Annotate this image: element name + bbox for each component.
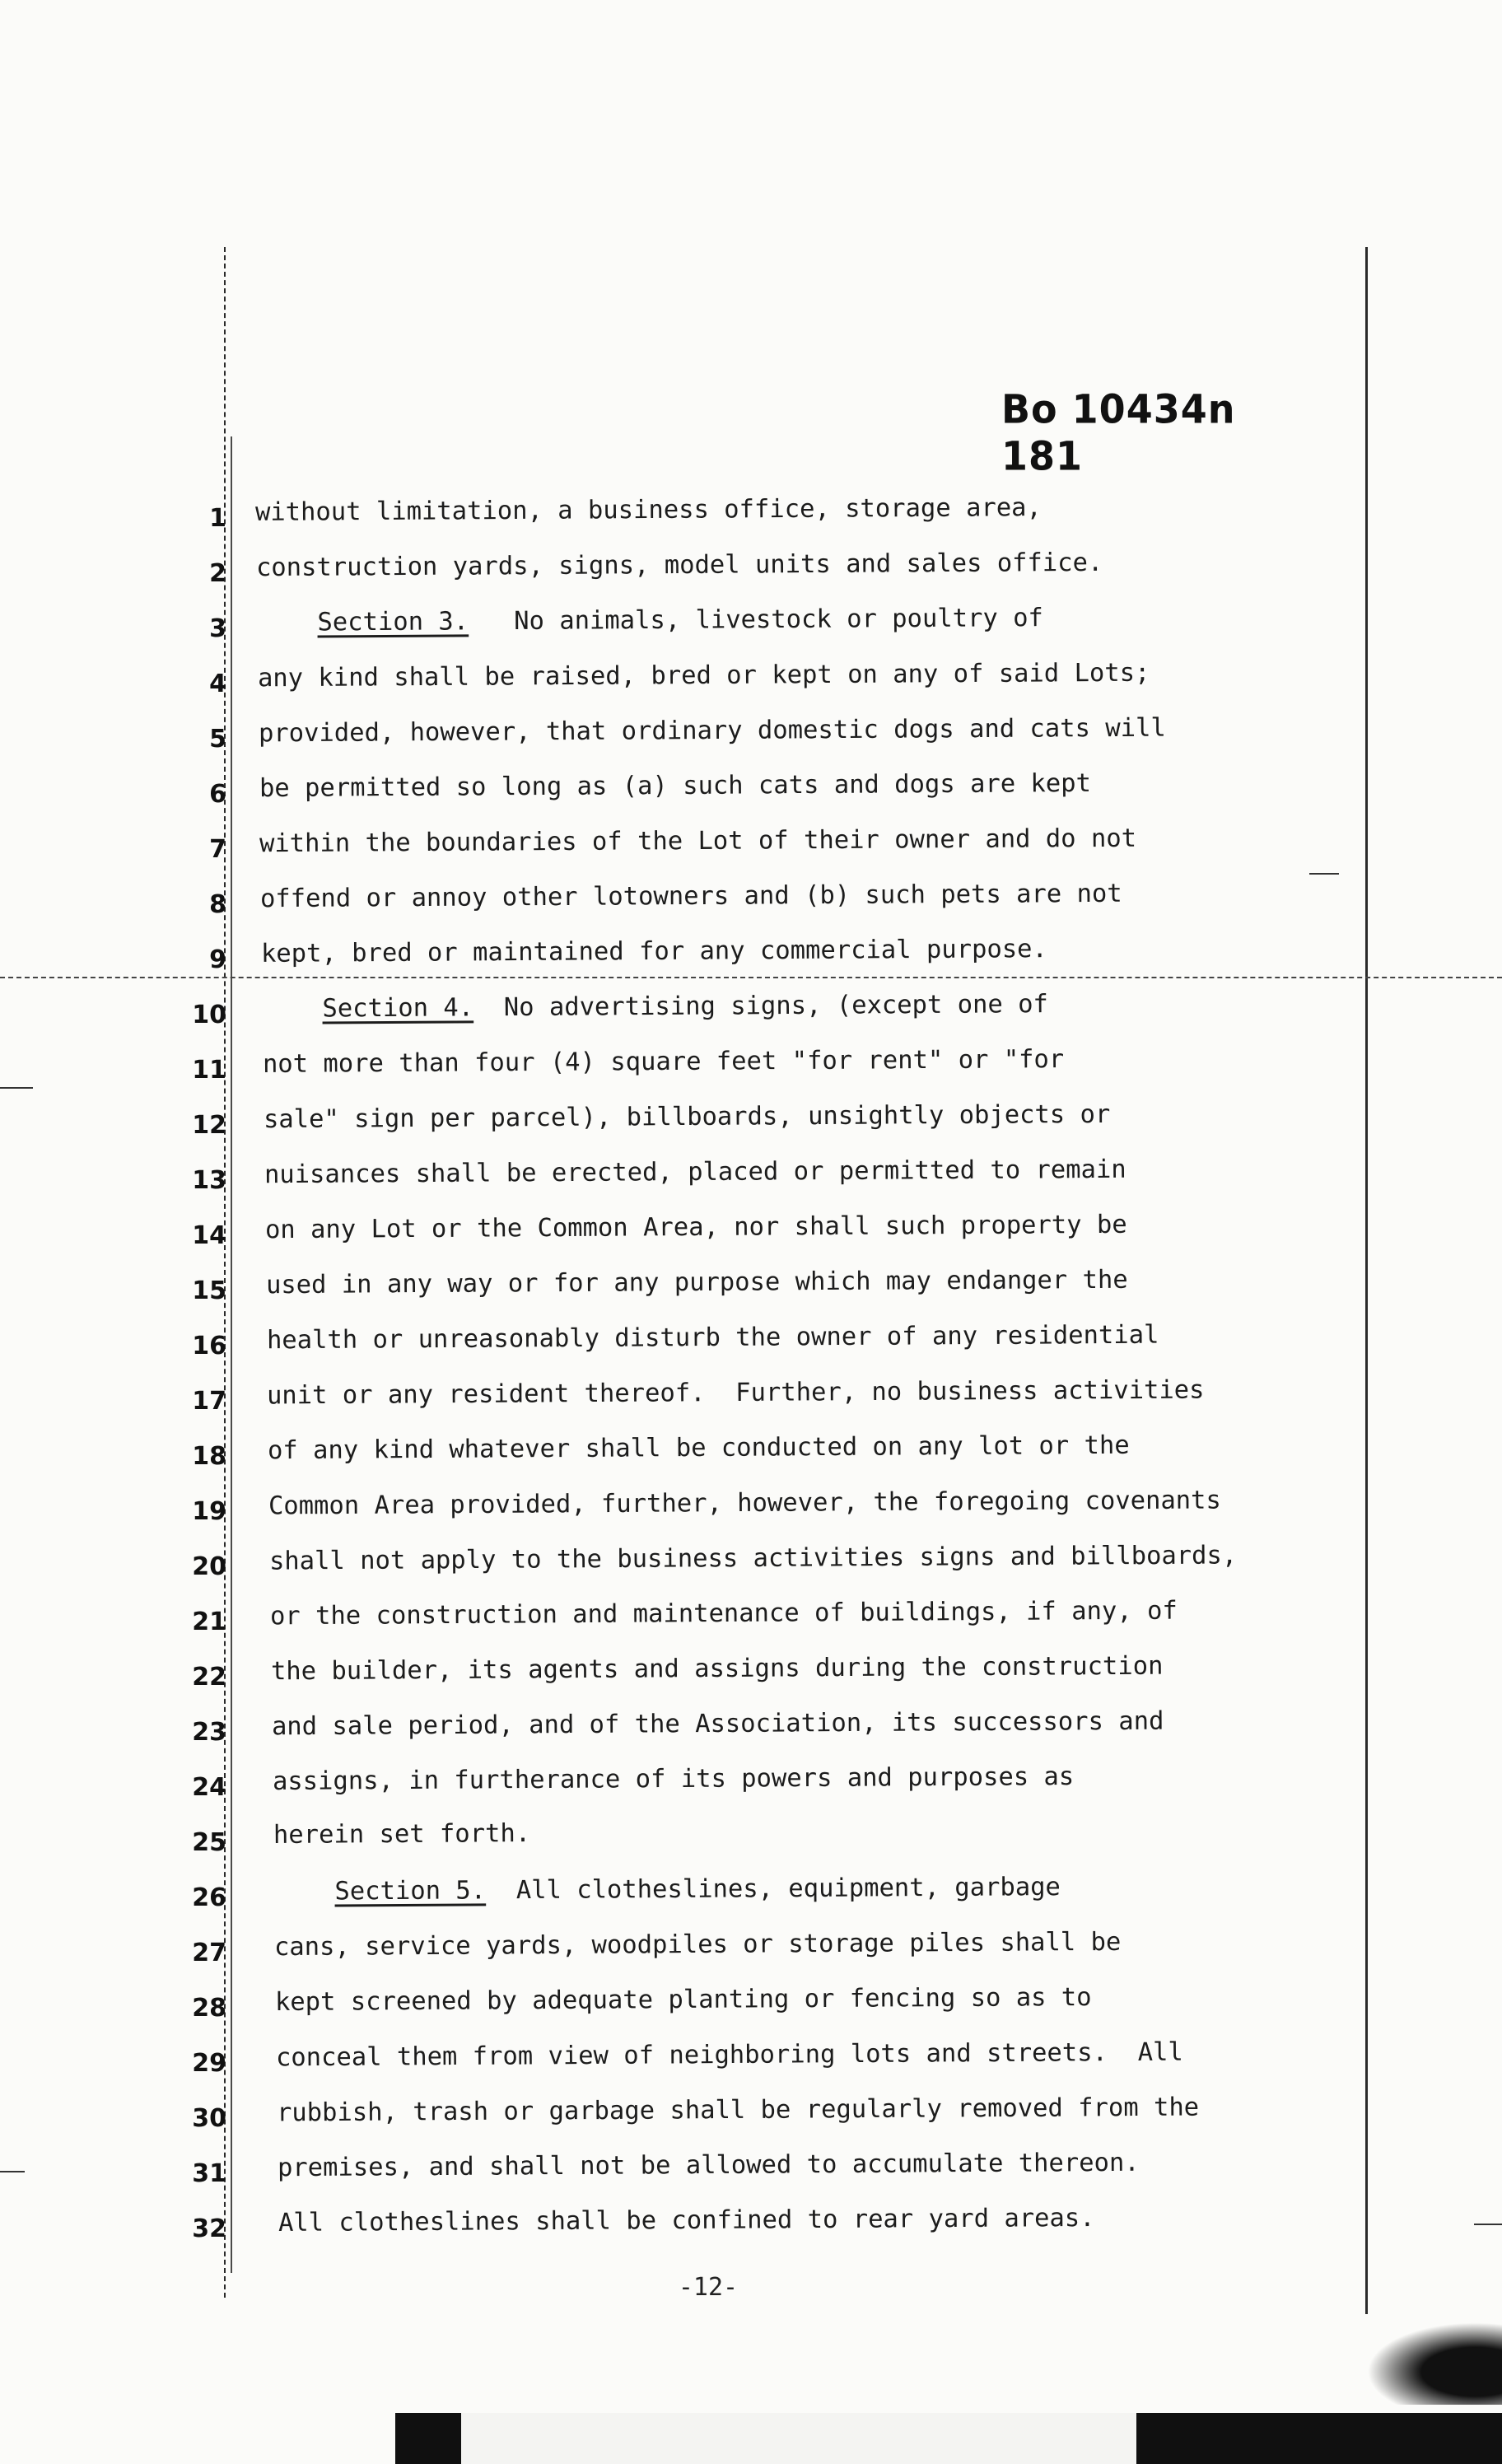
text-line (264, 1142, 1126, 1202)
line-number: 30 (192, 2104, 226, 2133)
text-line (275, 1970, 1092, 2030)
text-line (268, 1472, 1221, 1533)
line-number: 24 (192, 1773, 226, 1802)
line-text: provided, however, that ordinary domestic dogs and cats will (258, 713, 1166, 749)
line-text: nuisances shall be erected, placed or permitted to remain (264, 1155, 1126, 1190)
line-text: unit or any resident thereof. Further, no business activities (267, 1375, 1205, 1411)
line-number: 19 (192, 1497, 226, 1526)
text-line (277, 2080, 1200, 2141)
line-text: shall not apply to the business activities signs and billboards, (268, 1541, 1238, 1576)
text-line (255, 480, 1042, 540)
text-line (262, 977, 1048, 1037)
line-text: used in any way or for any purpose which may endanger the (265, 1265, 1128, 1300)
line-text: rubbish, trash or garbage shall be regularly removed from the (276, 2093, 1200, 2128)
line-number: 15 (192, 1276, 226, 1305)
line-number: 21 (192, 1608, 226, 1636)
line-number: 9 (209, 945, 226, 974)
text-line (267, 1363, 1205, 1424)
line-number: 27 (192, 1939, 226, 1967)
line-number: 29 (192, 2049, 226, 2078)
line-text: cans, service yards, woodpiles or storage piles shall be (274, 1927, 1122, 1962)
text-line (258, 701, 1165, 762)
line-number: 20 (192, 1552, 226, 1581)
text-line (261, 922, 1047, 982)
line-number: 11 (192, 1056, 226, 1085)
margin-tick (1474, 2224, 1502, 2225)
line-text: premises, and shall not be allowed to accumulate thereon. (277, 2148, 1140, 2183)
line-text: any kind shall be raised, bred or kept on any of said Lots; (257, 658, 1150, 693)
line-text: All clotheslines shall be confined to rear yard areas. (278, 2203, 1095, 2238)
line-number: 5 (209, 725, 226, 754)
scan-smudge (1367, 2322, 1502, 2405)
line-text: Common Area provided, further, however, the foregoing covenants (268, 1486, 1222, 1521)
section-heading: Section 4. (322, 993, 474, 1024)
line-text: conceal them from view of neighboring lots and streets. All (276, 2037, 1184, 2073)
line-text: No animals, livestock or poultry of (468, 604, 1043, 637)
line-number: 3 (209, 614, 226, 643)
scan-edge-bar (395, 2413, 1502, 2464)
line-text: of any kind whatever shall be conducted on any lot or the (268, 1430, 1131, 1466)
line-text: No advertising signs, (except one of (473, 990, 1049, 1023)
margin-tick (0, 2171, 25, 2172)
line-number: 18 (192, 1442, 226, 1471)
line-number: 13 (192, 1166, 226, 1195)
line-text: offend or annoy other lotowners and (b) such pets are not (260, 879, 1123, 914)
line-text: not more than four (4) square feet "for rent" or "for (262, 1045, 1065, 1079)
left-margin-rule (231, 436, 232, 2273)
text-line (278, 2135, 1140, 2196)
document-number: Bo 10434n 181 (1001, 385, 1236, 479)
line-text: without limitation, a business office, storage area, (254, 493, 1042, 527)
text-line (257, 590, 1043, 651)
line-number: 28 (192, 1994, 226, 2023)
line-number: 4 (209, 670, 226, 698)
section-heading: Section 5. (334, 1876, 486, 1906)
right-margin-rule (1365, 247, 1368, 2314)
line-number: 2 (209, 559, 226, 588)
line-number: 26 (192, 1883, 226, 1912)
line-text: or the construction and maintenance of buildings, if any, of (269, 1596, 1178, 1631)
text-line (269, 1528, 1238, 1589)
margin-tick (0, 1087, 33, 1089)
line-number: 10 (192, 1001, 226, 1029)
text-line (260, 866, 1122, 926)
line-text: kept, bred or maintained for any commercial purpose. (261, 935, 1048, 968)
line-number: 7 (209, 835, 226, 864)
line-text: within the boundaries of the Lot of their owner and do not (259, 824, 1137, 859)
line-number: 23 (192, 1718, 226, 1747)
text-line (273, 1806, 530, 1863)
line-number: 25 (192, 1828, 226, 1857)
text-line (265, 1253, 1127, 1313)
text-line (276, 2025, 1183, 2086)
text-line (278, 2191, 1095, 2251)
line-number: 14 (192, 1221, 226, 1250)
line-number: 32 (192, 2214, 226, 2243)
line-text: sale" sign per parcel), billboards, unsightly objects or (263, 1099, 1111, 1135)
section-heading: Section 3. (317, 607, 469, 637)
line-text: construction yards, signs, model units and sales office. (255, 548, 1103, 583)
line-text: herein set forth. (273, 1819, 530, 1850)
text-line (259, 756, 1090, 816)
text-line (272, 1749, 1074, 1809)
line-number: 1 (209, 504, 226, 533)
indent (273, 1877, 334, 1906)
text-line (273, 1860, 1060, 1920)
line-number: 16 (192, 1332, 226, 1360)
line-number: 6 (209, 780, 226, 809)
line-text: assigns, in furtherance of its powers and purposes as (272, 1762, 1075, 1796)
text-line (256, 535, 1103, 595)
text-line (259, 811, 1136, 872)
line-text: and sale period, and of the Association, its successors and (271, 1706, 1164, 1742)
text-line (268, 1418, 1130, 1478)
line-text: be permitted so long as (a) such cats and dogs are kept (259, 768, 1091, 804)
line-number: 8 (209, 890, 226, 919)
line-text: kept screened by adequate planting or fencing so as to (275, 1982, 1092, 2018)
text-line (272, 1694, 1164, 1755)
margin-tick (1309, 873, 1339, 875)
text-line (263, 1032, 1065, 1092)
text-line (271, 1639, 1164, 1700)
text-line (257, 646, 1150, 707)
line-text: health or unreasonably disturb the owner of any residential (266, 1320, 1159, 1356)
text-line (266, 1308, 1159, 1369)
line-number: 22 (192, 1663, 226, 1692)
indent (257, 608, 318, 637)
line-number: 31 (192, 2159, 226, 2188)
text-line (264, 1087, 1111, 1147)
line-text: the builder, its agents and assigns during the construction (270, 1651, 1164, 1687)
line-text: All clotheslines, equipment, garbage (485, 1873, 1061, 1906)
indent (262, 994, 323, 1023)
page-number: -12- (678, 2273, 739, 2302)
text-line (274, 1915, 1122, 1975)
line-text: on any Lot or the Common Area, nor shall such property be (264, 1210, 1127, 1245)
text-line (264, 1197, 1126, 1258)
text-line (270, 1584, 1178, 1645)
line-number: 17 (192, 1387, 226, 1416)
line-number: 12 (192, 1111, 226, 1140)
